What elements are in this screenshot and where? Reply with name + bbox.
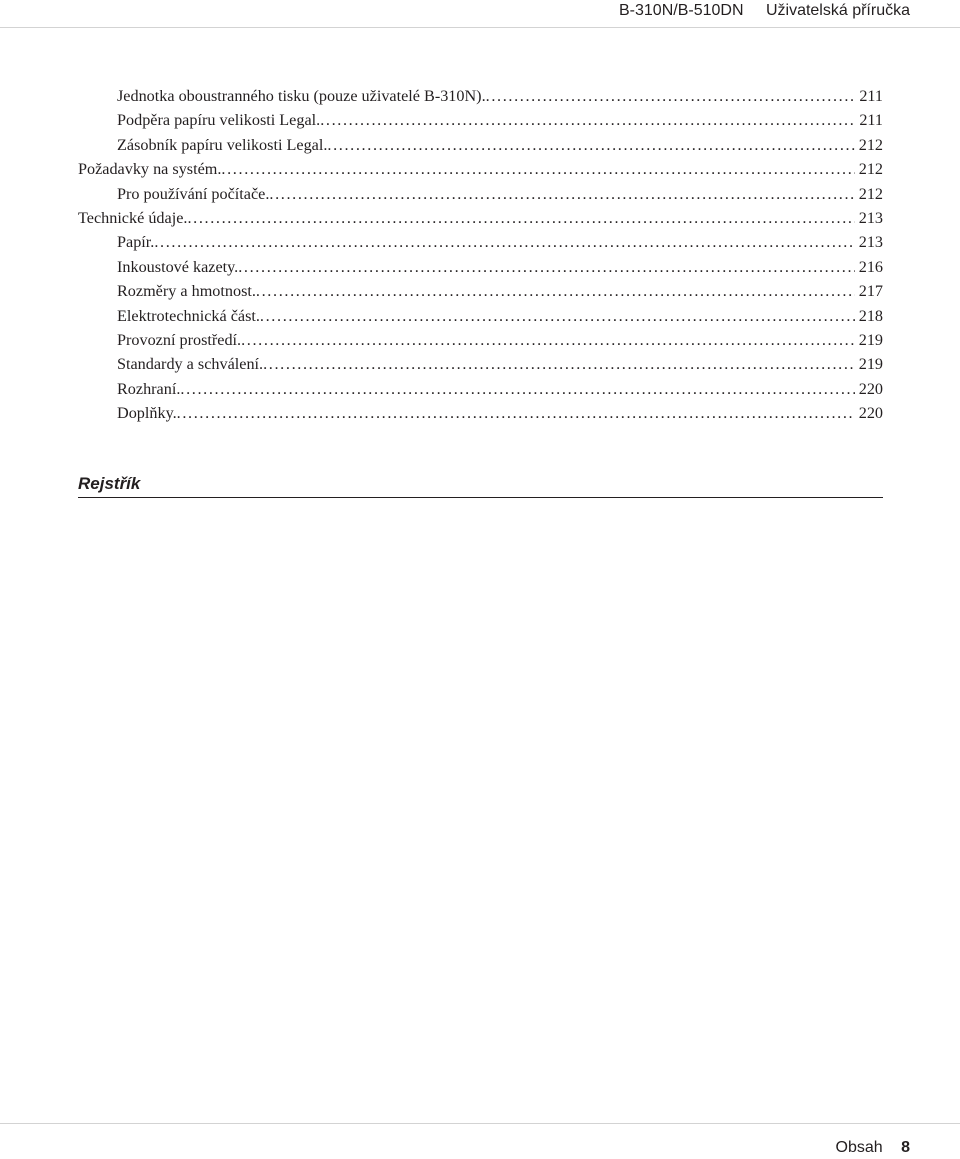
toc-leader-dots bbox=[486, 84, 856, 108]
footer-label: Obsah bbox=[835, 1139, 883, 1156]
toc-entry-page: 216 bbox=[858, 257, 883, 276]
toc-entry-title: Rozměry a hmotnost. bbox=[117, 282, 256, 301]
toc-entry[interactable] bbox=[78, 182, 883, 206]
page-footer bbox=[836, 1137, 911, 1159]
toc-leader-dots bbox=[320, 108, 855, 132]
toc-entry-title: Provozní prostředí. bbox=[117, 330, 242, 349]
toc-leader-dots bbox=[241, 328, 855, 352]
toc-entry-title: Zásobník papíru velikosti Legal. bbox=[117, 135, 328, 154]
toc-entry-page: 213 bbox=[858, 208, 883, 227]
toc-entry-title: Jednotka oboustranného tisku (pouze uživatelé B-310N). bbox=[117, 87, 486, 105]
toc-entry-title: Standardy a schválení. bbox=[117, 355, 264, 374]
header-divider bbox=[0, 27, 960, 28]
toc-entry-page: 212 bbox=[858, 135, 883, 154]
toc-entry[interactable] bbox=[78, 352, 883, 376]
toc-entry-title: Papír. bbox=[117, 233, 155, 252]
toc-entry-title: Požadavky na systém. bbox=[78, 160, 222, 179]
toc-entry-title: Technické údaje. bbox=[78, 208, 188, 227]
toc-entry-title: Inkoustové kazety. bbox=[117, 257, 239, 276]
toc-entry[interactable] bbox=[78, 157, 883, 181]
toc-entry[interactable] bbox=[78, 108, 883, 132]
toc-leader-dots bbox=[154, 230, 854, 254]
toc-entry[interactable] bbox=[78, 133, 883, 157]
toc-leader-dots bbox=[327, 133, 854, 157]
toc-entry-title: Pro používání počítače. bbox=[117, 184, 270, 203]
toc-entry[interactable] bbox=[78, 304, 883, 328]
toc-entry[interactable] bbox=[78, 255, 883, 279]
toc-entry-page: 212 bbox=[858, 160, 883, 179]
toc-leader-dots bbox=[180, 377, 854, 401]
toc-entry-title: Rozhraní. bbox=[117, 379, 181, 398]
section-heading-index[interactable]: Rejstřík bbox=[78, 474, 141, 493]
toc-leader-dots bbox=[269, 182, 854, 206]
toc-entry-page: 219 bbox=[858, 355, 883, 374]
toc-leader-dots bbox=[263, 352, 855, 376]
toc-entry-page: 219 bbox=[858, 330, 883, 349]
toc-entry[interactable] bbox=[78, 230, 883, 254]
header-title: Uživatelská příručka bbox=[765, 2, 910, 19]
toc-leader-dots bbox=[256, 279, 855, 303]
toc-entry-page: 213 bbox=[858, 233, 883, 252]
toc-leader-dots bbox=[260, 304, 855, 328]
toc-entry-page: 220 bbox=[858, 379, 883, 398]
toc-leader-dots bbox=[238, 255, 855, 279]
toc-entry[interactable] bbox=[78, 279, 883, 303]
footer-page-number: 8 bbox=[901, 1139, 910, 1156]
table-of-contents bbox=[78, 84, 883, 425]
toc-entry[interactable] bbox=[78, 84, 883, 108]
section-divider bbox=[78, 497, 883, 498]
toc-leader-dots bbox=[221, 157, 854, 181]
header-model: B-310N/B-510DN bbox=[619, 2, 744, 19]
toc-entry-title: Doplňky. bbox=[117, 404, 177, 423]
toc-leader-dots bbox=[187, 206, 854, 230]
toc-entry-page: 218 bbox=[858, 306, 883, 325]
toc-entry-title: Podpěra papíru velikosti Legal. bbox=[117, 111, 321, 130]
toc-entry[interactable] bbox=[78, 377, 883, 401]
toc-entry-page: 220 bbox=[858, 404, 883, 423]
toc-entry-page: 212 bbox=[858, 184, 883, 203]
footer-divider bbox=[0, 1123, 960, 1124]
toc-entry[interactable] bbox=[78, 401, 883, 425]
toc-entry-page: 211 bbox=[859, 87, 883, 105]
page-header bbox=[619, 0, 910, 22]
toc-entry-title: Elektrotechnická část. bbox=[117, 306, 260, 325]
toc-entry-page: 217 bbox=[858, 282, 883, 301]
toc-entry[interactable] bbox=[78, 206, 883, 230]
toc-leader-dots bbox=[177, 401, 855, 425]
toc-entry-page: 211 bbox=[859, 111, 883, 130]
toc-entry[interactable] bbox=[78, 328, 883, 352]
